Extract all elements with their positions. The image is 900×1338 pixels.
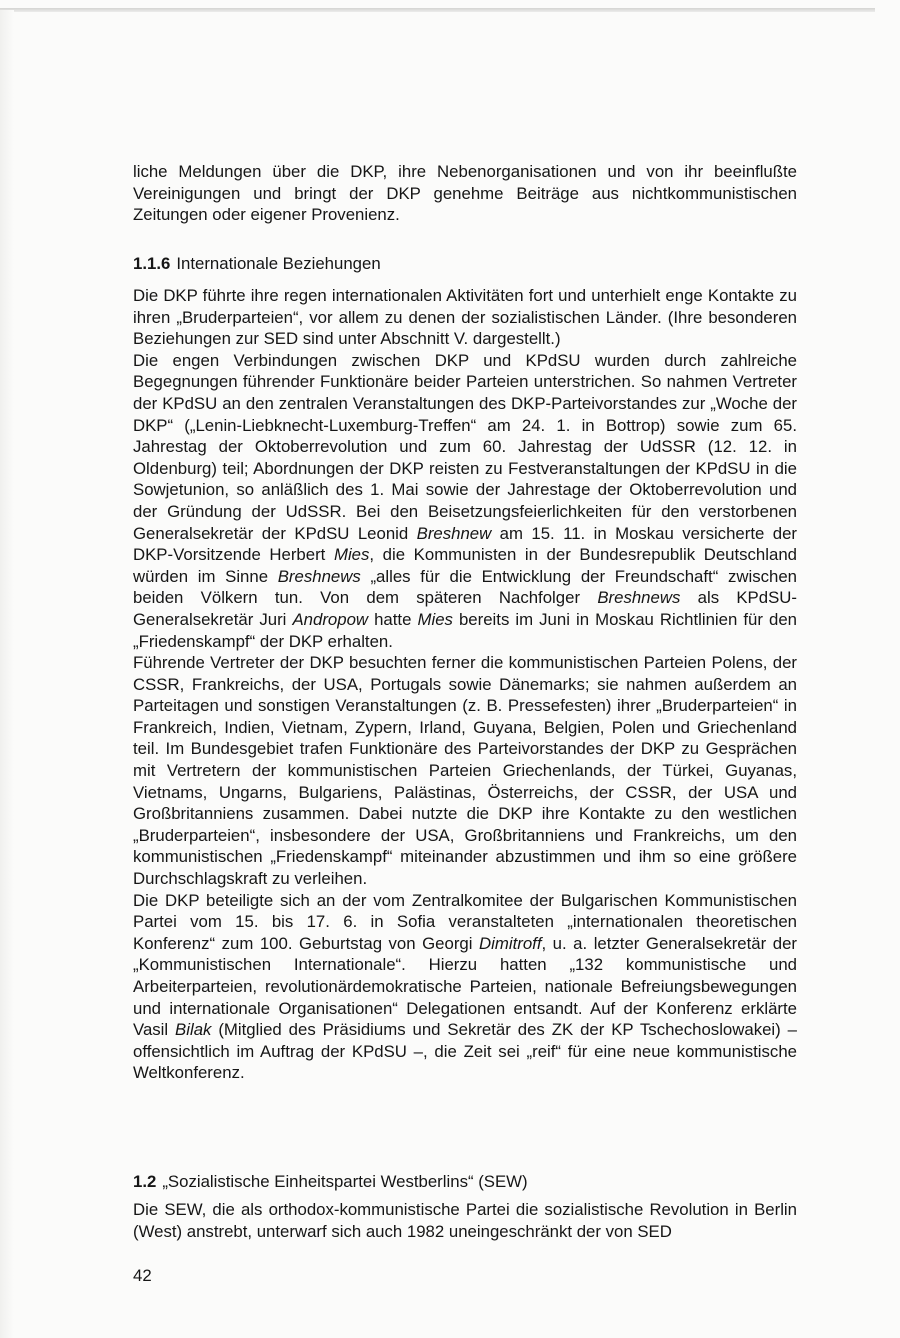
person-name: Breshnews [597, 588, 681, 608]
section-title: „Sozialistische Einheitspartei Westberlins“ (SEW) [162, 1172, 528, 1191]
person-name: Mies [333, 545, 370, 565]
text-run: , die Kommunisten in der Bundesrepublik Deutschland würden im Sinne [133, 545, 797, 586]
section-body-1-2 [133, 1199, 797, 1242]
text-run: , u. a. letzter Generalsekretär der „Kommunistischen Internationale“. Hierzu hatten „132 kommunistische und Arbeiterparteien, revolutionärdemokratische Parteien, nationale Befreiungsbewegungen und internationale Organisationen“ Delegationen entsandt. Auf der Konferenz erklärte Vasil [133, 933, 797, 1040]
paragraph-1: Die SEW, die als orthodox-kommunistische Partei die sozialistische Revolution in Berlin (West) anstrebt, unterwarf sich auch 1982 uneingeschränkt der von SED [133, 1200, 797, 1241]
person-name: Andropow [292, 609, 369, 629]
text-run: als KPdSU-Generalsekretär Juri [133, 588, 797, 629]
section-heading-1-2 [133, 1171, 528, 1193]
intro-paragraph [133, 161, 797, 226]
section-body-1-1-6 [133, 285, 797, 1084]
text-run: hatte [368, 609, 418, 629]
text-run: „alles für die Entwicklung der Freundschaft“ zwischen beiden Völkern tun. Von dem späteren Nachfolger [133, 566, 797, 608]
text-run: bereits im Juni in Moskau Richtlinien für den „Friedenskampf“ der DKP erhalten. [133, 609, 798, 651]
person-name: Breshnew [416, 523, 492, 543]
paragraph-3: Führende Vertreter der DKP besuchten ferner die kommunistischen Parteien Polens, der CSSR, Frankreichs, der USA, Portugals sowie Dänemarks; sie nahmen außerdem an Parteitagen und sonstigen Veranstaltungen (z. B. Pressefesten) ihrer „Bruderparteien“ in Frankreich, Indien, Vietnam, Zypern, Irland, Guyana, Belgien, Polen und Griechenland teil. Im Bundesgebiet trafen Funktionäre des Parteivorstandes der DKP zu Gesprächen mit Vertretern der kommunistischen Parteien Griechenlands, der Türkei, Guyanas, Vietnams, Ungarns, Bulgariens, Palästinas, Österreichs, der CSSR, der USA und Großbritanniens zusammen. Dabei nutzte die DKP ihre Kontakte zu den westlichen „Bruderparteien“, insbesondere der USA, Großbritanniens und Frankreichs, um den kommunistischen „Friedenskampf“ miteinander abzustimmen und ihm so eine größere Durchschlagskraft zu verleihen. [133, 653, 797, 889]
paragraph-2 [133, 350, 797, 652]
section-heading-1-1-6 [133, 253, 381, 275]
text-run: (Mitglied des Präsidiums und Sekretär des ZK der KP Tschechoslowakei) – offensichtlich im Auftrag der KPdSU –, die Zeit sei „reif“ für eine neue kommunistische Weltkonferenz. [133, 1020, 797, 1083]
person-name: Bilak [175, 1020, 212, 1040]
intro-text: liche Meldungen über die DKP, ihre Nebenorganisationen und von ihr beeinflußte Vereinigungen und bringt der DKP genehme Beiträge aus nichtkommunistischen Zeitungen oder eigener Provenienz. [133, 162, 797, 225]
text-run: am 15. 11. in Moskau versicherte der DKP-Vorsitzende Herbert [133, 523, 797, 565]
section-number: 1.2 [133, 1172, 157, 1191]
person-name: Breshnews [277, 566, 361, 586]
section-number: 1.1.6 [133, 254, 171, 273]
paragraph-1: Die DKP führte ihre regen internationalen Aktivitäten fort und unterhielt enge Kontakte zu ihren „Bruderparteien“, vor allem zu denen der sozialistischen Länder. (Ihre besonderen Beziehungen zur SED sind unter Abschnitt V. dargestellt.) [133, 286, 797, 349]
scan-top-edge [0, 8, 875, 12]
scan-left-edge [0, 10, 14, 1338]
person-name: Dimitroff [479, 933, 542, 953]
section-title: Internationale Beziehungen [176, 254, 381, 273]
page-number: 42 [133, 1266, 152, 1285]
paragraph-4 [133, 890, 797, 1084]
person-name: Mies [417, 609, 453, 629]
text-run: Die DKP beteiligte sich an der vom Zentralkomitee der Bulgarischen Kommunistischen Partei vom 15. bis 17. 6. in Sofia veranstalteten „internationalen theoretischen Konferenz“ zum 100. Geburtstag von Georgi [133, 890, 797, 953]
text-run: Die engen Verbindungen zwischen DKP und KPdSU wurden durch zahlreiche Begegnungen führender Funktionäre beider Parteien unterstrichen. So nahmen Vertreter der KPdSU an den zentralen Veranstaltungen des DKP-Parteivorstandes zur „Woche der DKP“ („Lenin-Liebknecht-Luxemburg-Treffen“ am 24. 1. in Bottrop) sowie zum 65. Jahrestag der Oktoberrevolution und zum 60. Jahrestag der UdSSR (12. 12. in Oldenburg) teil; Abordnungen der DKP reisten zu Festveranstaltungen der KPdSU in die Sowjetunion, so anläßlich des 1. Mai sowie der Jahrestage der Oktoberrevolution und der Gründung der UdSSR. Bei den Beisetzungsfeierlichkeiten für den verstorbenen Generalsekretär der KPdSU Leonid [133, 350, 797, 543]
